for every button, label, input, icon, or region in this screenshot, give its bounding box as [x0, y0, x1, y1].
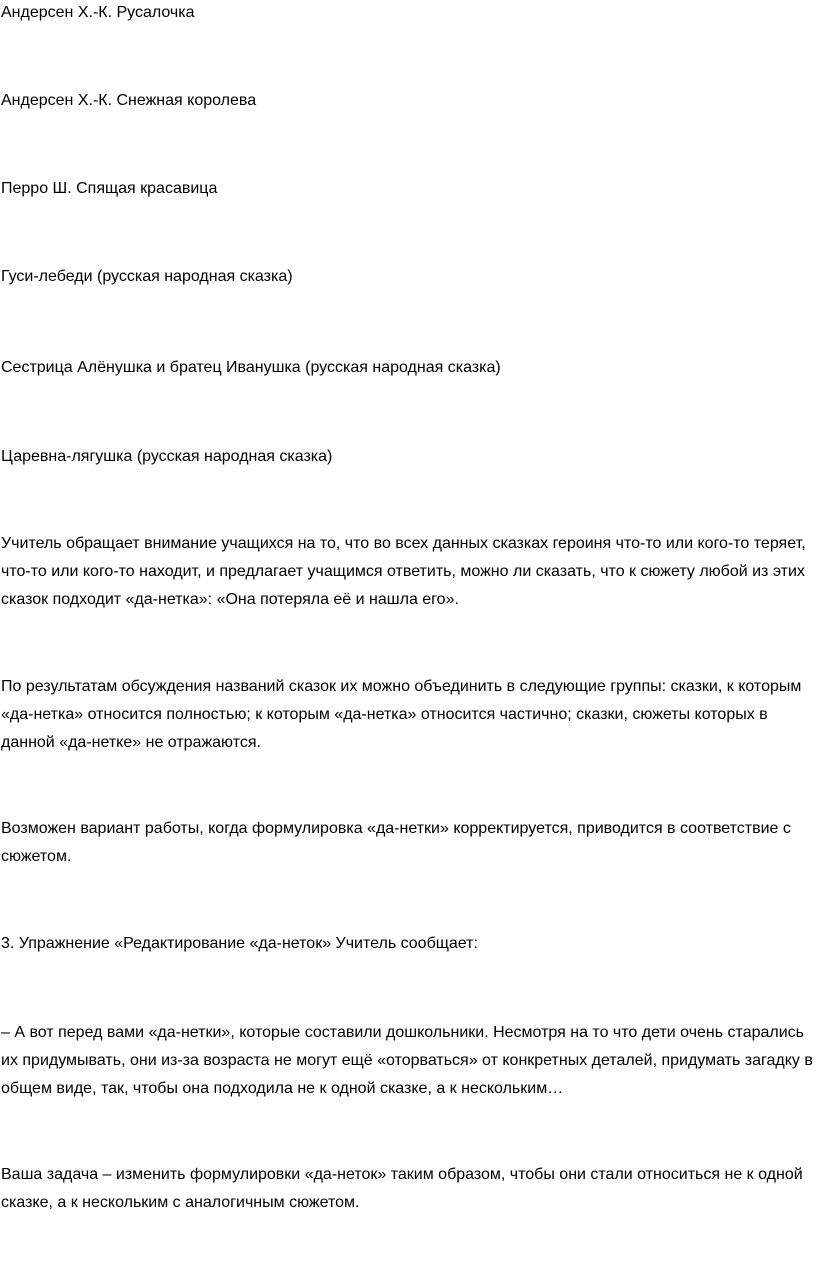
paragraph-teacher-attention: Учитель обращает внимание учащихся на то, что во всех данных сказках героиня что-то или кого-то теряет, что-то или кого-то находит, и предлагает учащимся ответить, можно ли сказать, что к сюжету любой из этих сказок подходит «да-нетка»: «Она потеряла её и нашла его». — [1, 535, 806, 608]
book-title-gusi-lebedi: Гуси-лебеди (русская народная сказка) — [1, 268, 293, 285]
book-title-spyashchaya-krasavitsa: Перро Ш. Спящая красавица — [1, 180, 218, 197]
paragraph-variant: Возможен вариант работы, когда формулировка «да-нетки» корректируется, приводится в соответствие с сюжетом. — [1, 820, 791, 865]
book-title-snezhnaya-koroleva: Андерсен Х.-К. Снежная королева — [1, 92, 257, 109]
book-title-rusalochka: Андерсен Х.-К. Русалочка — [1, 4, 195, 21]
paragraph-preschoolers: – А вот перед вами «да-нетки», которые составили дошкольники. Несмотря на то что дети очень старались их придумывать, они из-за возраста не могут ещё «оторваться» от конкретных деталей, придумать загадку в общем виде, так, чтобы она подходила не к одной сказке, а к нескольким… — [1, 1024, 813, 1097]
exercise-heading: 3. Упражнение «Редактирование «да-неток» Учитель сообщает: — [1, 935, 478, 952]
paragraph-task: Ваша задача – изменить формулировки «да-неток» таким образом, чтобы они стали относиться не к одной сказке, а к нескольким с аналогичным сюжетом. — [1, 1166, 803, 1211]
book-title-sestritsa-alyonushka: Сестрица Алёнушка и братец Иванушка (русская народная сказка) — [1, 359, 501, 376]
paragraph-discussion-results: По результатам обсуждения названий сказок их можно объединить в следующие группы: сказки, к которым «да-нетка» относится полностью; к которым «да-нетка» относится частично; сказки, сюжеты которых в данной «да-нетке» не отражаются. — [1, 678, 802, 751]
book-title-tsarevna-lyagushka: Царевна-лягушка (русская народная сказка) — [1, 448, 333, 465]
